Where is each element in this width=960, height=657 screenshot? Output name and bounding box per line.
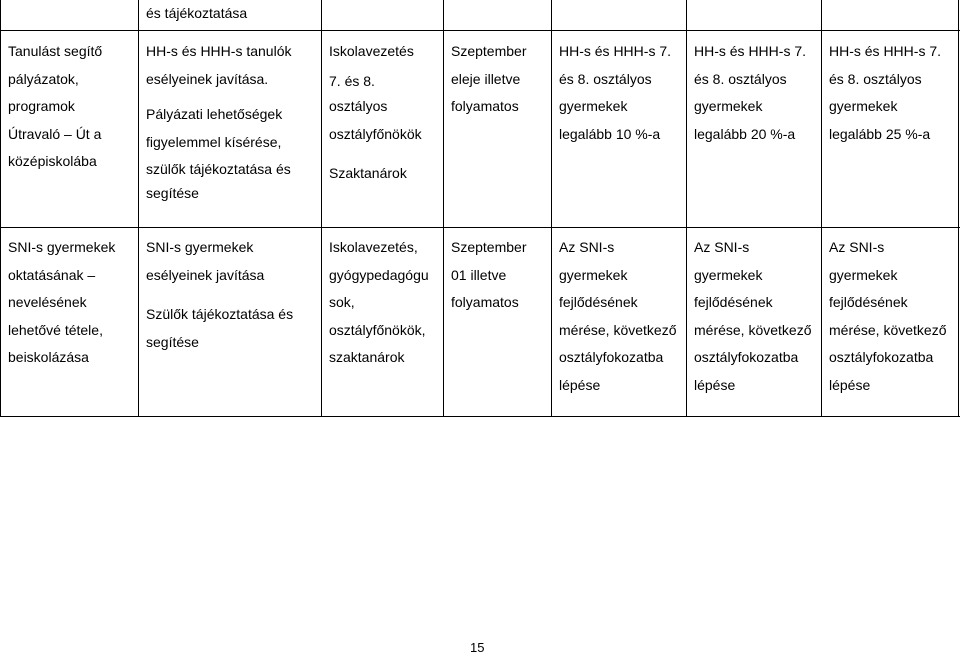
row2-col2-goal: SNI-s gyermekek esélyeinek javítása Szülők tájékoztatása és segítése — [146, 239, 294, 350]
row1-col7-indicator: HH-s és HHH-s 7. és 8. osztályos gyermekek legalább 25 %-a — [829, 43, 942, 142]
table-vline-5 — [686, 0, 687, 417]
row1-col6-indicator: HH-s és HHH-s 7. és 8. osztályos gyermekek legalább 20 %-a — [694, 43, 807, 142]
table-line-row2-bottom — [0, 416, 960, 417]
row2-col5-indicator: Az SNI-s gyermekek fejlődésének mérése, következő osztályfokozatba lépése — [559, 239, 677, 393]
table-vline-6 — [821, 0, 822, 417]
row2-col6-indicator: Az SNI-s gyermekek fejlődésének mérése, következő osztályfokozatba lépése — [694, 239, 812, 393]
table-line-row1-top — [0, 30, 960, 31]
row1-col4-deadline: Szeptember eleje illetve folyamatos — [451, 43, 527, 114]
top-fragment-text: és tájékoztatása — [146, 5, 248, 21]
table-vline-3 — [443, 0, 444, 417]
table-vline-1 — [138, 0, 139, 417]
row2-col4-deadline: Szeptember 01 illetve folyamatos — [451, 239, 527, 310]
table-vline-7 — [958, 0, 959, 417]
row1-col3-responsible: Iskolavezetés 7. és 8. osztályos osztályfőnökök Szaktanárok — [329, 43, 422, 181]
table-vline-0 — [0, 0, 1, 417]
row2-col3-responsible: Iskolavezetés, gyógypedagógu sok, osztályfőnökök, szaktanárok — [329, 239, 429, 365]
page-number: 15 — [470, 640, 485, 655]
row1-col5-indicator: HH-s és HHH-s 7. és 8. osztályos gyermekek legalább 10 %-a — [559, 43, 672, 142]
row1-col1-activity: Tanulást segítő pályázatok, programok Útravaló – Út a középiskolába — [8, 43, 103, 169]
table-vline-2 — [321, 0, 322, 417]
row1-col2-goal: HH-s és HHH-s tanulók esélyeinek javítása. Pályázati lehetőségek figyelemmel kísérése, szülők tájékoztatása és segítése — [146, 43, 292, 201]
table-vline-4 — [551, 0, 552, 417]
table-line-row1-bottom — [0, 227, 960, 228]
row2-col7-indicator: Az SNI-s gyermekek fejlődésének mérése, következő osztályfokozatba lépése — [829, 239, 947, 393]
row2-col1-activity: SNI-s gyermekek oktatásának – nevelésének lehetővé tétele, beiskolázása — [8, 239, 116, 365]
